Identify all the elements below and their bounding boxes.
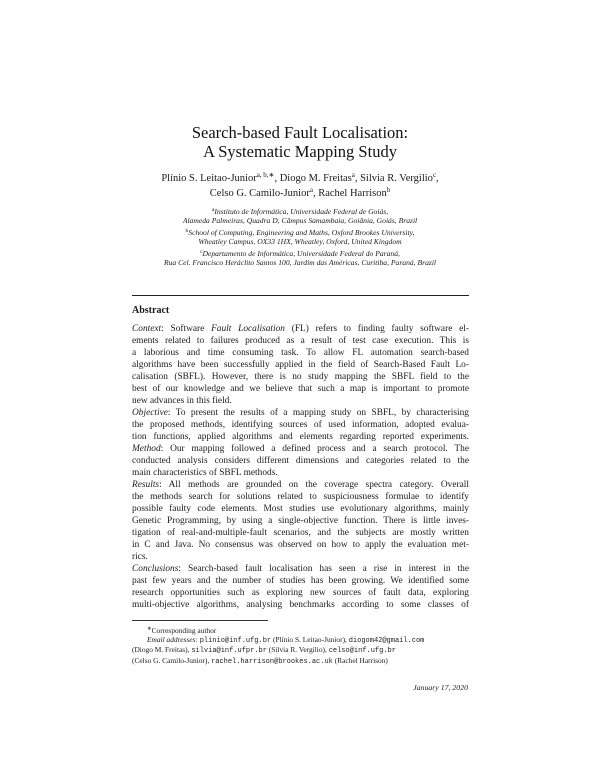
footnote-text: (Silvia R. Vergilio), <box>266 645 329 654</box>
abstract-line: conducted analysis considers different dimensions and categories related to the <box>132 456 469 466</box>
author-sup: a <box>351 171 355 179</box>
author-sup: a, b,∗ <box>256 171 275 179</box>
author-sup: c <box>432 171 437 179</box>
abstract-line: main characteristics of SBFL methods. <box>132 468 278 478</box>
abstract-line: a laborious and time consuming task. To allow FL automation search-based <box>132 348 469 358</box>
abstract-line <box>132 443 469 455</box>
affiliation-text: School of Computing, Engineering and Maths, Oxford Brookes University, <box>188 228 415 237</box>
email-link[interactable]: rachel.harrison@brookes.ac.uk <box>211 657 333 666</box>
footnote-text: Corresponding author <box>151 626 217 635</box>
abstract-line: best of our knowledge and we believe that such a map is important to promote <box>132 384 469 394</box>
section-label: Results <box>132 480 160 490</box>
abstract-text: : All methods are grounded on the coverage spectra category. Overall <box>159 480 469 490</box>
author-sup: a <box>309 186 313 194</box>
author-line-1: Plínio S. Leitao-Junior$^{a, b,∗}$, Diogo M. Freitas$^a$, Silvia R. Vergilio$^c$, <box>161 171 439 184</box>
abstract-line: multi-objective algorithms, analysing benchmarks according to some classes of <box>132 600 469 610</box>
abstract-line: the methods search for solutions related to suspiciousness formulae to identify <box>132 492 469 502</box>
abstract-line <box>132 479 469 491</box>
paper-title-line-2: A Systematic Mapping Study <box>203 142 397 161</box>
paper-title-line-1: Search-based Fault Localisation: <box>191 123 409 142</box>
abstract-text: : Our mapping followed a defined process and a search protocol. The <box>160 444 469 454</box>
abstract-text: : Software <box>161 324 212 334</box>
affiliation-text: Instituto de Informática, Universidade Federal de Goiás, <box>214 207 389 216</box>
author-sup: b <box>386 186 391 194</box>
section-label: Objective <box>132 408 168 418</box>
author-line-2: Celso G. Camilo-Junior$^a$, Rachel Harrison$^b$ <box>209 186 391 199</box>
preprint-date: January 17, 2020 <box>413 683 468 692</box>
abstract-line: rics. <box>132 552 148 562</box>
abstract-line: calisation (SBFL). However, there is no study mapping the SBFL field to the <box>132 372 469 382</box>
footnote-star: ∗ <box>147 626 152 632</box>
footnote-text: (Rachel Harrison) <box>332 655 388 665</box>
abstract-line: algorithms have been successfully applied in the field of Search-Based Fault Lo- <box>132 360 469 370</box>
abstract-line: the proposed methods, identifying sources of used information, adopted evalua- <box>132 420 469 430</box>
affiliation-text: Alameda Palmeiras, Quadra D, Câmpus Samambaia, Goiânia, Goiás, Brazil <box>182 215 418 225</box>
affiliation-sup: a <box>211 207 215 213</box>
footnote-rule <box>132 620 268 621</box>
abstract-line: possible faulty code elements. Most studies use evolutionary algorithms, mainly <box>132 504 469 514</box>
email-link[interactable]: celso@inf.ufg.br <box>328 647 396 655</box>
affiliation-sup: c <box>200 249 203 255</box>
section-label: Context <box>132 324 162 334</box>
abstract-line: Genetic Programming, by using a single-objective function. There is little inves- <box>132 516 469 526</box>
abstract-line <box>132 563 469 575</box>
email-link[interactable]: plinio@inf.ufg.br <box>199 636 272 645</box>
affiliation-sup: b <box>185 228 189 234</box>
abstract-line: tigation of real-and-multiple-fault scenarios, and the subjects are mostly written <box>132 528 469 538</box>
author-name: Rachel Harrison <box>318 188 387 199</box>
affiliation-text: Wheatley Campus, OX33 1HX, Wheatley, Oxford, United Kingdom <box>198 236 402 246</box>
footnote-text: (Diogo M. Freitas), <box>132 645 192 654</box>
abstract-text-em: Fault Localisation <box>211 324 285 334</box>
section-label: Conclusions <box>132 564 179 574</box>
abstract-line <box>132 407 469 419</box>
section-label: Method <box>132 444 161 454</box>
affiliation-text: Rua Cel. Francisco Heráclito Santos 100, Jardim das Américas, Curitiba, Paraná, Brazil <box>163 257 437 267</box>
author-name: Celso G. Camilo-Junior <box>209 188 310 199</box>
abstract-text: : To present the results of a mapping study on SBFL, by characterising <box>167 408 469 418</box>
abstract-line <box>132 323 469 335</box>
affiliation-line <box>0 237 600 248</box>
footnote-email-line <box>132 656 388 668</box>
author-name: Silvia R. Vergilio <box>360 173 433 184</box>
abstract-line: research opportunities such as exploring new sources of fault data, exploring <box>132 588 469 598</box>
email-link[interactable]: diogom42@gmail.com <box>348 636 425 645</box>
affiliation-text: Departamento de Informática, Universidade Federal do Paraná, <box>202 249 400 258</box>
abstract-text: : Search-based fault localisation has seen a rise in interest in the <box>178 564 469 574</box>
abstract-line: ements related to failures produced as a result of test case execution. This is <box>132 336 469 346</box>
footnote-text: (Plínio S. Leitao-Junior), <box>271 634 349 644</box>
author-name: Diogo M. Freitas <box>279 173 352 184</box>
abstract-text: (FL) refers to finding faulty software el- <box>285 324 469 334</box>
abstract-line: new advances in this field. <box>132 396 232 406</box>
email-link[interactable]: silvia@inf.ufpr.br <box>191 647 267 655</box>
affiliation-line <box>0 258 600 269</box>
abstract-heading: Abstract <box>132 305 170 316</box>
author-name: Plínio S. Leitao-Junior <box>161 173 257 184</box>
affiliation-line <box>0 216 600 227</box>
footnote-text: (Celso G. Camilo-Junior), <box>132 655 212 665</box>
abstract-line: past few years and the number of studies has been growing. We identified some <box>132 576 469 586</box>
email-label: Email addresses: <box>147 634 198 644</box>
abstract-line: tion functions, applied algorithms and elements regarding reported experiments. <box>132 432 469 442</box>
abstract-line: in C and Java. No consensus was observed on how to apply the evaluation met- <box>132 540 469 550</box>
abstract-top-rule <box>132 295 469 296</box>
